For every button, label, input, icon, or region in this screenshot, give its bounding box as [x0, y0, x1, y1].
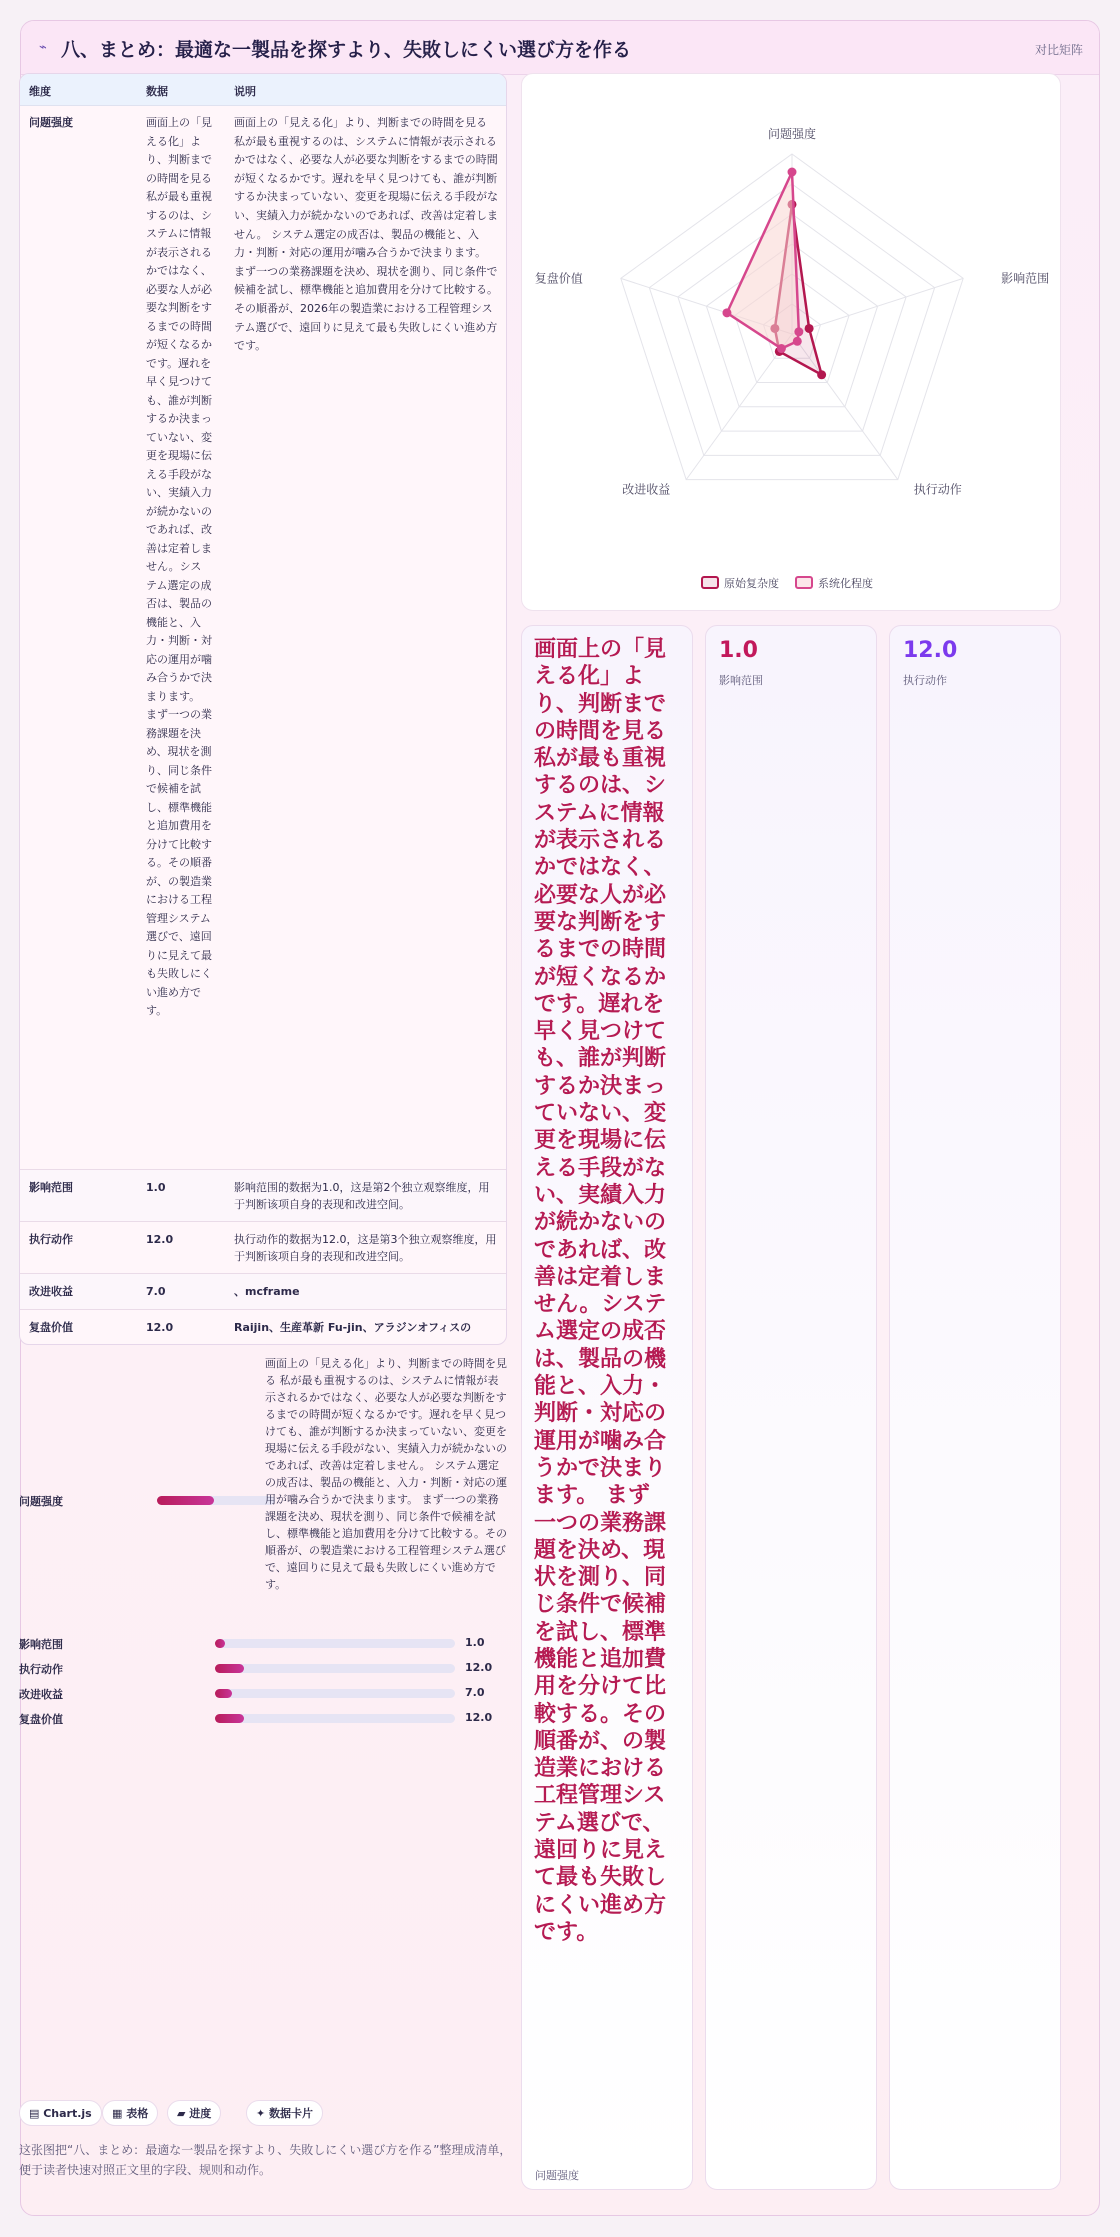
progress-label: 改进收益 [19, 1688, 63, 1701]
table-header [20, 74, 507, 106]
row-data: 1.0 [146, 1181, 166, 1194]
table-row [20, 1274, 507, 1310]
row-dimension: 复盘价值 [29, 1321, 73, 1334]
table-row [20, 1310, 507, 1345]
header-tag: 对比矩阵 [1034, 43, 1083, 57]
row-desc: 、mcframe [234, 1285, 300, 1298]
row-data: 12.0 [146, 1233, 174, 1246]
row-dimension: 执行动作 [29, 1233, 73, 1246]
column-header-desc: 说明 [234, 85, 256, 98]
progress-fill [215, 1639, 225, 1648]
radar-series-area [727, 172, 799, 349]
card-header [21, 21, 1100, 75]
row-dimension: 改进收益 [29, 1285, 73, 1298]
column-header-dimension: 维度 [29, 85, 51, 98]
row-desc: 影响范围的数据为1.0，这是第2个独立观察维度，用于判断该项自身的表现和改进空间。 [234, 1181, 490, 1211]
progress-note: 画面上の「見える化」より、判断までの時間を見る 私が最も重視するのは、システムに情報が表示されるかではなく、必要な人が必要な判断をするまでの時間が短くなるかです。遅れを早く見つけても、誰が判断するか決まっていない、変更を現場に伝える手段がない、実績入力が続かないのであれば、改善は定着しません。 システム選定の成否は、製品の機能と、入力・判断・対応の運用が噛み合うかで決まります。 まず一つの業務課題を決め、現状を測り、同じ条件で候補を試し、標準機能と追加費用を分けて比較する。その順番が、の製造業における工程管理システム選びで、遠回りに見えて最も失敗しにくい進め方です。 [265, 1357, 507, 1591]
progress-value: 1.0 [465, 1636, 485, 1649]
chip-progress: ▰ 进度 [167, 2100, 221, 2126]
chip-data-card: ✦ 数据卡片 [246, 2100, 323, 2126]
progress-fill [215, 1714, 244, 1723]
radar-point [793, 337, 802, 346]
legend-swatch [702, 577, 718, 588]
footer-caption: 这张图把“八、まとめ：最適な一製品を探すより、失敗しにくい選び方を作る”整理成清单，便于读者快速对照正文里的字段、规则和动作。 [19, 2143, 512, 2177]
pulse-icon: ⌁ [39, 40, 47, 55]
progress-track [157, 1496, 275, 1505]
comparison-table [19, 73, 507, 1345]
radar-chart [522, 74, 1062, 612]
row-data: 7.0 [146, 1285, 166, 1298]
progress-label: 影响范围 [19, 1638, 63, 1651]
stat-label: 执行动作 [903, 674, 947, 687]
table-row [20, 1222, 507, 1274]
row-desc: 画面上の「見える化」より、判断までの時間を見る 私が最も重視するのは、システムに情報が表示されるかではなく、必要な人が必要な判断をするまでの時間が短くなるかです。遅れを早く見つけても、誰が判断するか決まっていない、変更を現場に伝える手段がない、実績入力が続かないのであれば、改善は定着しません。 システム選定の成否は、製品の機能と、入力・判断・対応の運用が噛み合うかで決まります。 まず一つの業務課題を決め、現状を測り、同じ条件で候補を試し、標準機能と追加費用を分けて比較する。その順番が、2026年の製造業における工程管理システム選びで、遠回りに見えて最も失敗しにくい進め方です。 [234, 116, 498, 353]
radar-axis-line [792, 278, 963, 334]
progress-track [215, 1639, 455, 1648]
progress-value: 12.0 [465, 1661, 493, 1674]
stat-value: 1.0 [719, 638, 758, 663]
progress-label: 复盘价值 [19, 1713, 63, 1726]
row-desc: Raijin、生産革新 Fu-jin、アラジンオフィスの [234, 1321, 472, 1334]
stat-value: 画面上の「見える化」より、判断までの時間を見る私が最も重視するのは、システムに情報が表示されるかではなく、必要な人が必要な判断をするまでの時間が短くなるかです。遅れを早く見つけても、誰が判断するか決まっていない、変更を現場に伝える手段がない、実績入力が続かないのであれば、改善は定着しません。システム選定の成否は、製品の機能と、入力・判断・対応の運用が噛み合うかで決まります。 まず一つの業務課題を決め、現状を測り、同じ条件で候補を試し、標準機能と追加費用を分けて比較する。その順番が、の製造業における工程管理システム選びで、遠回りに見えて最も失敗しにくい進め方です。 [534, 637, 667, 1945]
stat-card-issue-strength [521, 625, 693, 2190]
progress-value: 7.0 [465, 1686, 485, 1699]
progress-fill [215, 1664, 244, 1673]
radar-axis-label: 改进收益 [622, 482, 671, 497]
progress-track [215, 1714, 455, 1723]
table-row [20, 106, 507, 1170]
legend-label: 原始复杂度 [724, 577, 779, 590]
radar-axis-label: 执行动作 [913, 482, 962, 497]
radar-point [805, 324, 814, 333]
row-data: 12.0 [146, 1321, 174, 1334]
column-header-data: 数据 [146, 85, 168, 98]
chip-chartjs: ▤ Chart.js [19, 2100, 102, 2126]
radar-point [817, 370, 826, 379]
progress-track [215, 1664, 455, 1673]
progress-fill [215, 1689, 232, 1698]
progress-label: 问题强度 [19, 1495, 63, 1508]
radar-axis-label: 问题强度 [767, 127, 817, 141]
row-desc: 执行动作的数据为12.0，这是第3个独立观察维度，用于判断该项自身的表现和改进空间。 [234, 1233, 497, 1263]
chip-table: ▦ 表格 [102, 2100, 158, 2126]
stat-card-impact-scope [705, 625, 877, 2190]
stat-card-execution [889, 625, 1061, 2190]
radar-point [788, 168, 797, 177]
progress-label: 执行动作 [19, 1663, 63, 1676]
radar-point [777, 344, 786, 353]
progress-track [215, 1689, 455, 1698]
stat-label: 影响范围 [719, 674, 763, 687]
legend-label: 系统化程度 [818, 577, 873, 590]
row-data: 画面上の「見える化」より、判断までの時間を見る私が最も重視するのは、システムに情報が表示されるかではなく、必要な人が必要な判断をするまでの時間が短くなるかです。遅れを早く見つけても、誰が判断するか決まっていない、変更を現場に伝える手段がない、実績入力が続かないのであれば、改善は定着しません。システム選定の成否は、製品の機能と、入力・判断・対応の運用が噛み合うかで決まります。 まず一つの業務課題を決め、現状を測り、同じ条件で候補を試し、標準機能と追加費用を分けて比較する。その順番が、の製造業における工程管理システム選びで、遠回りに見えて最も失敗しにくい進め方です。 [146, 116, 212, 1017]
row-dimension: 问题强度 [29, 116, 73, 129]
legend-swatch [796, 577, 812, 588]
radar-axis-label: 影响范围 [1001, 271, 1050, 286]
stat-value: 12.0 [903, 638, 958, 663]
radar-point [722, 308, 731, 317]
row-dimension: 影响范围 [29, 1181, 73, 1194]
page-title: 八、まとめ：最適な一製品を探すより、失敗しにくい選び方を作る [61, 39, 632, 61]
radar-point [794, 327, 803, 336]
stat-label: 问题强度 [535, 2169, 579, 2182]
radar-axis-label: 复盘价值 [534, 271, 583, 286]
table-row [20, 1170, 507, 1222]
progress-fill [157, 1496, 214, 1505]
progress-value: 12.0 [465, 1711, 493, 1724]
radar-chart-card [521, 73, 1061, 611]
